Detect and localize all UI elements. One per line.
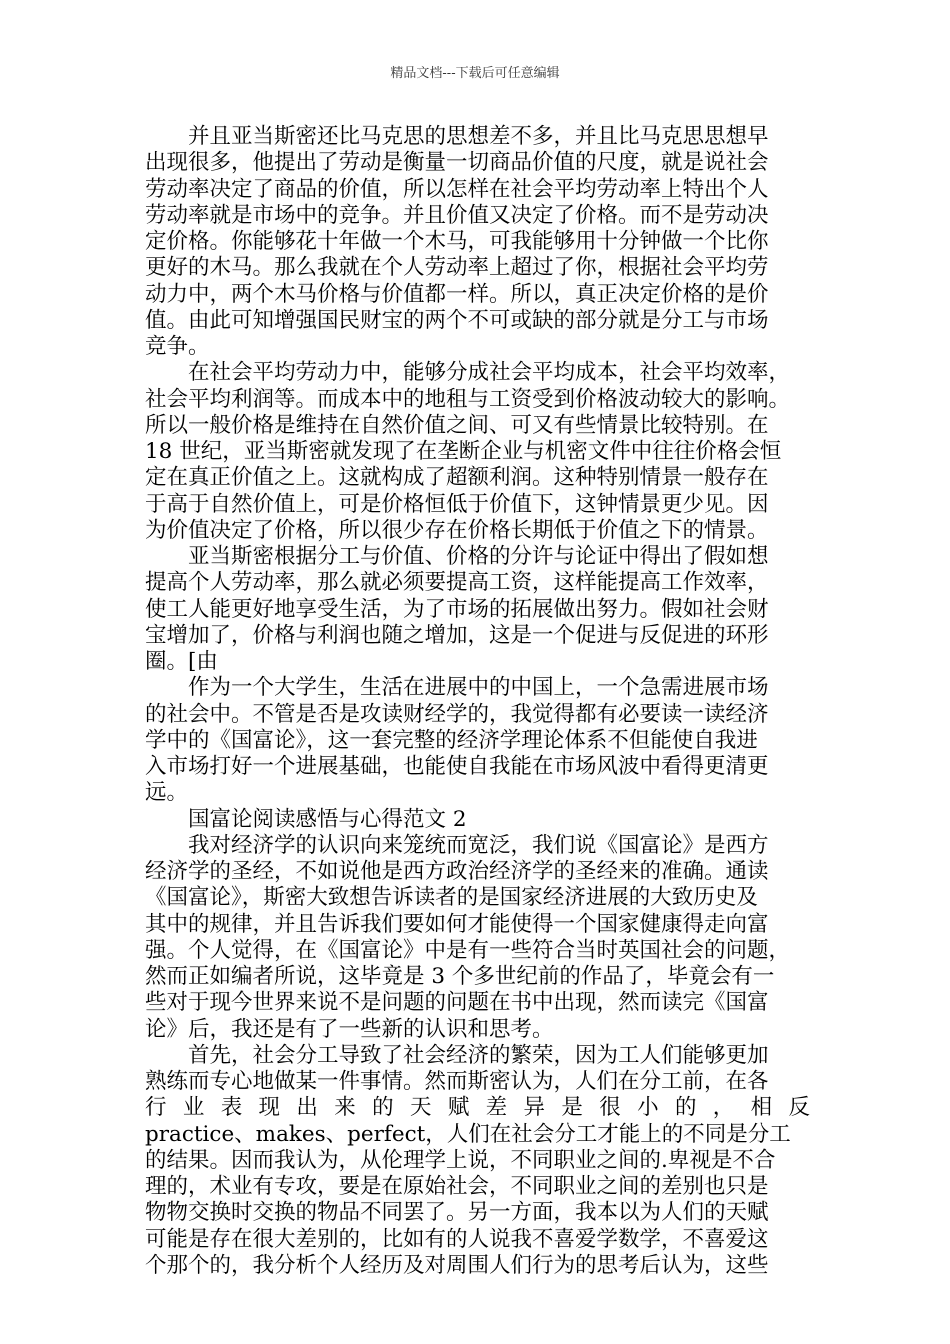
text-line: 个那个的，我分析个人经历及对周围人们行为的思考后认为，这些 <box>145 1252 769 1278</box>
page-header: 精品文档---下载后可任意编辑 <box>390 66 560 81</box>
text-line: 出现很多，他提出了劳动是衡量一切商品价值的尺度，就是说社会 <box>145 150 769 176</box>
text-line: 值。由此可知增强国民财宝的两个不可或缺的部分就是分工与市场 <box>145 307 769 333</box>
text-line: 亚当斯密根据分工与价值、价格的分许与论证中得出了假如想 <box>145 544 769 569</box>
text-line: 国富论阅读感悟与心得范文 2 <box>145 806 467 832</box>
text-line: 劳动率就是市场中的竞争。并且价值又决定了价格。而不是劳动决 <box>145 202 769 228</box>
document-body <box>145 124 810 1279</box>
text-line: 熟练而专心地做某一件事情。然而斯密认为，人们在分工前，在各 <box>145 1069 769 1094</box>
text-line: 为价值决定了价格，所以很少存在价格长期低于价值之下的情景。 <box>145 517 769 543</box>
text-line: 其中的规律，并且告诉我们要如何才能使得一个国家健康得走向富 <box>145 911 769 937</box>
text-line: 行 业 表 现 出 来 的 天 赋 差 异 是 很 小 的 ， 相 反 <box>145 1095 810 1121</box>
text-line: 于高于自然价值上，可是价格恒低于价值下，这钟情景更少见。因 <box>145 491 769 517</box>
text-line: 强。个人觉得，在《国富论》中是有一些符合当时英国社会的问题， <box>145 937 791 963</box>
text-line: 定价格。你能够花十年做一个木马，可我能够用十分钟做一个比你 <box>145 229 769 254</box>
text-line: 论》后，我还是有了一些新的认识和思考。 <box>145 1016 554 1042</box>
text-line: 经济学的圣经，不如说他是西方政治经济学的圣经来的准确。通读 <box>145 859 769 884</box>
text-line: 学中的《国富论》，这一套完整的经济学理论体系不但能使自我进 <box>145 727 758 753</box>
text-line: 在社会平均劳动力中，能够分成社会平均成本，社会平均效率， <box>145 360 791 386</box>
text-line: 并且亚当斯密还比马克思的思想差不多，并且比马克思思想早 <box>145 124 769 149</box>
text-line: 提高个人劳动率，那么就必须要提高工资，这样能提高工作效率， <box>145 570 769 596</box>
text-line: 定在真正价值之上。这就构成了超额利润。这种特别情景一般存在 <box>145 465 769 491</box>
text-line: 更好的木马。那么我就在个人劳动率上超过了你，根据社会平均劳 <box>145 255 769 281</box>
text-line: 18 世纪，亚当斯密就发现了在垄断企业与机密文件中往往价格会恒 <box>145 439 782 464</box>
text-line: practice、makes、perfect，人们在社会分工才能上的不同是分工 <box>145 1121 791 1147</box>
text-line: 的结果。因而我认为，从伦理学上说，不同职业之间的.卑视是不合 <box>145 1147 776 1173</box>
text-line: 所以一般价格是维持在自然价值之间、可又有些情景比较特别。在 <box>145 412 769 438</box>
text-line: 劳动率决定了商品的价值，所以怎样在社会平均劳动率上特出个人 <box>145 176 769 202</box>
text-line: 然而正如编者所说，这毕竟是 3 个多世纪前的作品了，毕竟会有一 <box>145 964 775 989</box>
text-line: 圈。[由 <box>145 649 218 674</box>
text-line: 作为一个大学生，生活在进展中的中国上，一个急需进展市场 <box>145 675 769 701</box>
text-line: 入市场打好一个进展基础，也能使自我能在市场风波中看得更清更 <box>145 754 769 779</box>
text-line: 使工人能更好地享受生活，为了市场的拓展做出努力。假如社会财 <box>145 596 769 622</box>
text-line: 首先，社会分工导致了社会经济的繁荣，因为工人们能够更加 <box>145 1042 769 1068</box>
text-line: 理的，术业有专攻，要是在原始社会，不同职业之间的差别也只是 <box>145 1174 769 1199</box>
text-line: 社会平均利润等。而成本中的地租与工资受到价格波动较大的影响。 <box>145 386 791 412</box>
text-line: 物物交换时交换的物品不同罢了。另一方面，我本以为人们的天赋 <box>145 1200 769 1226</box>
text-line: 远。 <box>145 780 189 806</box>
text-line: 动力中，两个木马价格与价值都一样。所以，真正决定价格的是价 <box>145 281 769 307</box>
text-line: 宝增加了，价格与利润也随之增加，这是一个促进与反促进的环形 <box>145 622 769 648</box>
text-line: 些对于现今世界来说不是问题的问题在书中出现，然而读完《国富 <box>145 990 769 1016</box>
text-line: 我对经济学的认识向来笼统而宽泛，我们说《国富论》是西方 <box>145 832 769 858</box>
text-line: 竞争。 <box>145 334 210 359</box>
text-line: 《国富论》，斯密大致想告诉读者的是国家经济进展的大致历史及 <box>145 885 758 911</box>
text-line: 可能是存在很大差别的，比如有的人说我不喜爱学数学，不喜爱这 <box>145 1226 769 1252</box>
text-line: 的社会中。不管是否是攻读财经学的，我觉得都有必要读一读经济 <box>145 701 769 727</box>
